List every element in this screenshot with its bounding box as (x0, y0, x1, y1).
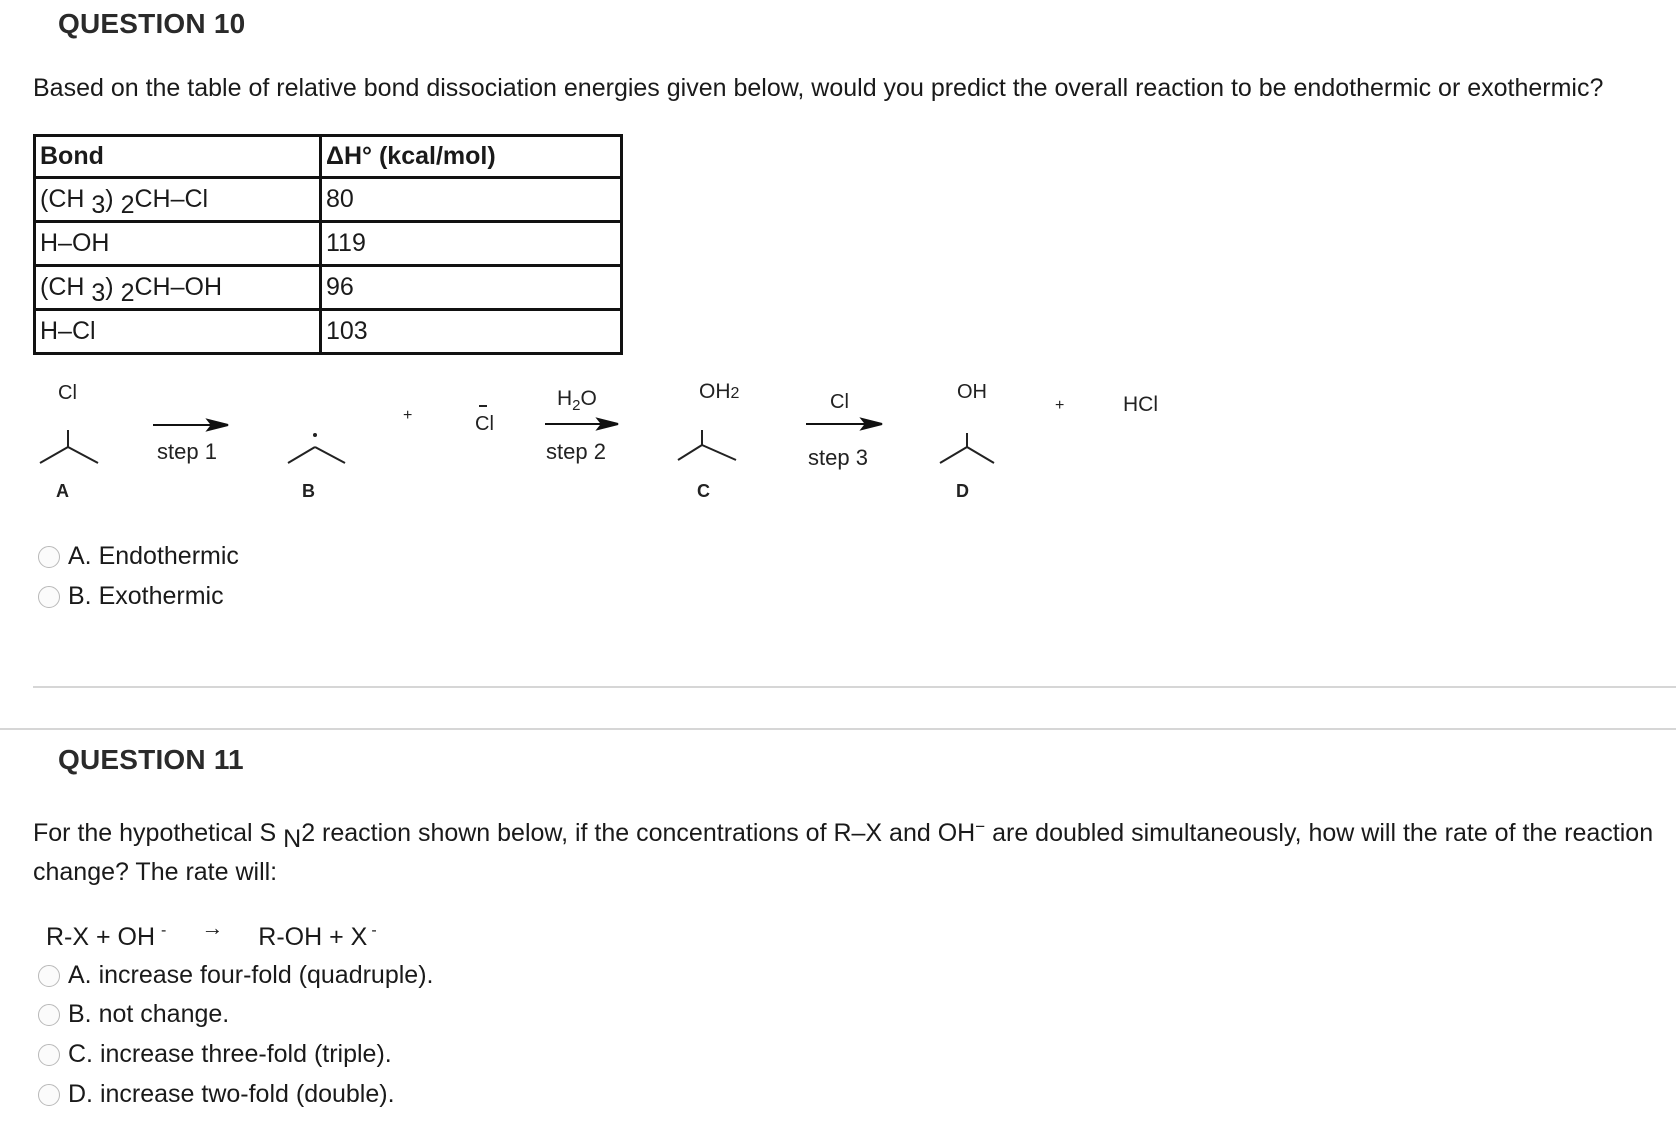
bond-cell: H–Cl (35, 310, 321, 354)
option-label: B. not change. (68, 1000, 230, 1028)
bond-line (678, 445, 702, 460)
chloride-anion-label: Cl (475, 413, 494, 435)
hydroxyl-label: OH (957, 381, 987, 403)
option-label: D. increase two-fold (double). (68, 1080, 395, 1108)
bond-line (702, 445, 736, 460)
table-row (35, 178, 622, 222)
radio-button[interactable] (38, 1084, 60, 1106)
reaction-scheme (0, 380, 1300, 545)
column-header-energy: ΔH° (kcal/mol) (321, 136, 622, 178)
bond-line (967, 447, 994, 463)
plus-sign: + (403, 407, 413, 424)
option-label: A. Endothermic (68, 542, 239, 570)
compound-label-d: D (956, 481, 969, 501)
radio-button[interactable] (38, 586, 60, 608)
radio-button[interactable] (38, 965, 60, 987)
option-label: C. increase three-fold (triple). (68, 1040, 392, 1068)
arrow-head (862, 419, 882, 429)
question-11-prompt: For the hypothetical S N2 reaction shown below, if the concentrations of R–X and OH− are doubled simultaneously, how will the rate of the reaction change? The rate will: (33, 817, 1654, 886)
table-row (35, 222, 622, 266)
oxonium-label: OH2 (699, 380, 740, 403)
bond-cell: (CH 3) 2CH–OH (35, 266, 321, 310)
compound-label-a: A (56, 481, 69, 501)
bond-line (68, 447, 98, 463)
q11-option-b[interactable] (38, 1000, 229, 1029)
question-11-title: QUESTION 11 (58, 744, 244, 775)
cation-charge-mark (313, 433, 317, 437)
step-3-label: step 3 (808, 445, 868, 470)
compound-label-c: C (697, 481, 710, 501)
q11-option-a[interactable] (38, 961, 433, 990)
equation-reactants: R-X + OH (46, 923, 156, 951)
arrow-head (208, 420, 228, 430)
column-header-bond: Bond (35, 136, 321, 178)
q10-option-b[interactable] (38, 582, 224, 611)
chlorine-label-a: Cl (58, 382, 77, 404)
step-2-label: step 2 (546, 439, 606, 464)
compound-label-b: B (302, 481, 315, 501)
scheme-drawing (0, 395, 1300, 545)
plus-sign: + (1055, 397, 1065, 414)
reaction-arrow: → (201, 915, 224, 940)
option-label: A. increase four-fold (quadruple). (68, 961, 434, 989)
radio-button[interactable] (38, 1004, 60, 1026)
divider (33, 686, 1676, 688)
question-10-prompt: Based on the table of relative bond dissociation energies given below, would you predict the overall reaction to be endothermic or exothermic? (33, 74, 1604, 102)
bond-cell: H–OH (35, 222, 321, 266)
bond-line (288, 447, 315, 463)
table-row (35, 266, 622, 310)
equation-products: R-OH + X (258, 923, 368, 951)
q11-option-d[interactable] (38, 1080, 395, 1109)
energy-cell: 96 (321, 266, 622, 310)
step-1-label: step 1 (157, 439, 217, 464)
table-header-row (35, 136, 622, 178)
hcl-label: HCl (1123, 393, 1158, 416)
energy-cell: 119 (321, 222, 622, 266)
bond-line (315, 447, 345, 463)
bond-line (940, 447, 967, 463)
question-10-title: QUESTION 10 (58, 8, 246, 39)
bond-energy-table (33, 134, 623, 355)
energy-cell: 103 (321, 310, 622, 354)
divider (0, 728, 1676, 730)
radio-button[interactable] (38, 1044, 60, 1066)
bond-line (40, 447, 68, 463)
bond-cell: (CH 3) 2CH–Cl (35, 178, 321, 222)
arrow-head (598, 419, 618, 429)
q11-option-c[interactable] (38, 1040, 392, 1069)
chlorine-reagent-label: Cl (830, 391, 849, 413)
radio-button[interactable] (38, 546, 60, 568)
water-reagent-label: $H_2O$ (557, 387, 597, 414)
table-row (35, 310, 622, 354)
q10-option-a[interactable] (38, 542, 239, 571)
option-label: B. Exothermic (68, 582, 224, 610)
energy-cell: 80 (321, 178, 622, 222)
sn2-equation: R-X + OH - → R-OH + X - (46, 915, 377, 951)
